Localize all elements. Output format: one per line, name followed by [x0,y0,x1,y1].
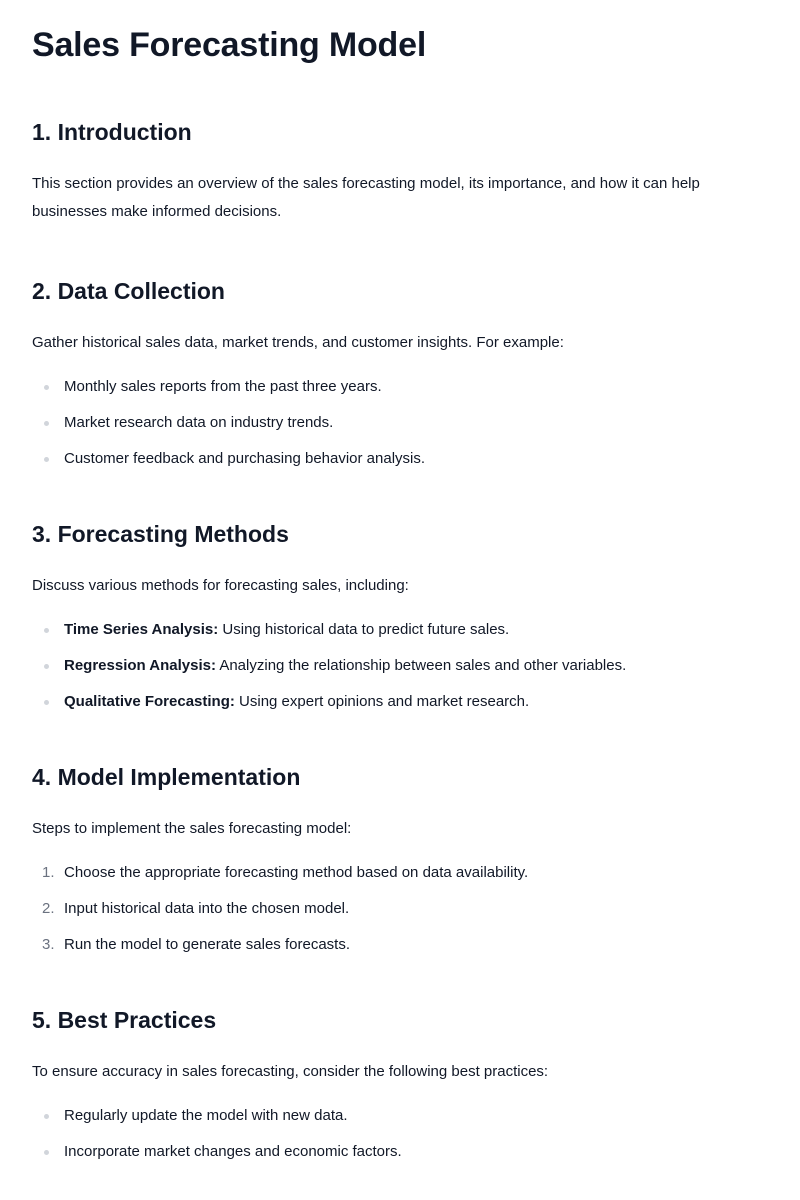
section-forecasting-methods [32,518,768,712]
list-item [32,899,768,919]
method-description: Using historical data to predict future sales. [218,621,510,638]
section-heading: 4. Model Implementation [32,764,301,790]
bullet-list [32,1106,768,1162]
method-term: Time Series Analysis: [64,621,219,638]
list-item: Incorporate market changes and economic factors. [32,1142,768,1162]
section-paragraph: Discuss various methods for forecasting sales, including: [32,577,409,594]
section-heading: 2. Data Collection [32,278,225,304]
section-heading: 5. Best Practices [32,1007,217,1033]
step-text: Run the model to generate sales forecasts. [64,936,350,953]
section-paragraph: This section provides an overview of the sales forecasting model, its importance, and how it can help businesses make informed decisions. [32,175,700,220]
step-number: 1. [42,864,55,881]
list-item: Regularly update the model with new data. [32,1106,768,1126]
list-item: Customer feedback and purchasing behavior analysis. [32,449,768,469]
section-paragraph: Gather historical sales data, market trends, and customer insights. For example: [32,334,564,351]
section-model-implementation [32,761,768,955]
bullet-list [32,377,768,469]
page-title: Sales Forecasting Model [32,26,427,64]
step-text: Choose the appropriate forecasting method based on data availability. [64,864,529,881]
section-heading: 1. Introduction [32,119,192,145]
method-term: Qualitative Forecasting: [64,693,235,710]
list-item [32,863,768,883]
section-paragraph: Steps to implement the sales forecasting model: [32,820,352,837]
list-item [32,692,768,712]
list-item: Monthly sales reports from the past three years. [32,377,768,397]
method-description: Using expert opinions and market research. [234,693,530,710]
step-number: 2. [42,900,55,917]
step-text: Input historical data into the chosen model. [64,900,350,917]
list-item [32,935,768,955]
step-number: 3. [42,936,55,953]
numbered-list [32,863,768,955]
section-introduction [32,116,768,226]
section-paragraph: To ensure accuracy in sales forecasting, consider the following best practices: [32,1063,549,1080]
list-item: Market research data on industry trends. [32,413,768,433]
section-data-collection [32,275,768,469]
section-best-practices [32,1004,768,1162]
method-term: Regression Analysis: [64,657,216,674]
method-description: Analyzing the relationship between sales and other variables. [216,657,627,674]
section-heading: 3. Forecasting Methods [32,521,289,547]
bullet-list [32,620,768,712]
list-item [32,620,768,640]
list-item [32,656,768,676]
